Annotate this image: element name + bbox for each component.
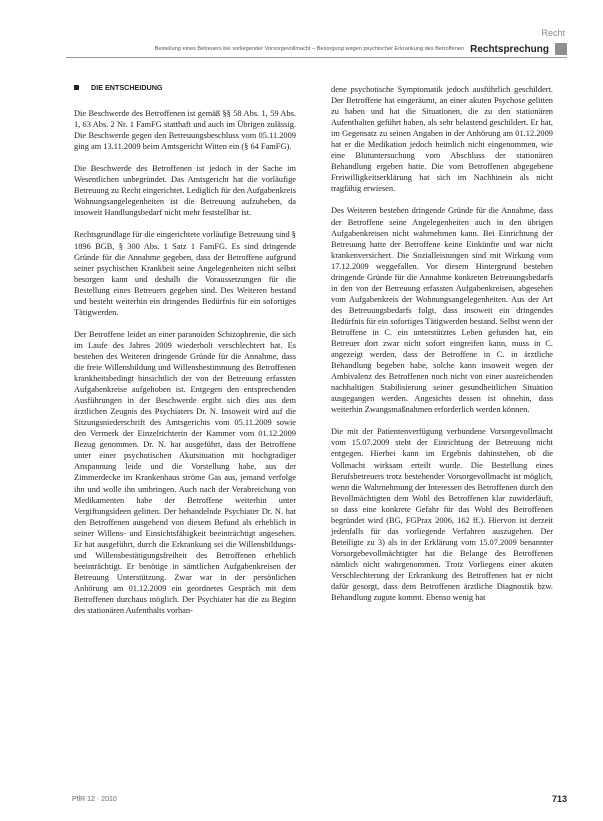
- square-bullet-icon: [74, 85, 79, 90]
- page-number: 713: [551, 794, 567, 804]
- paragraph: Rechtsgrundlage für die eingerichtete vorläufige Betreuung sind § 1896 BGB, § 300 Abs. 1 Satz 1 FamFG. Es sind dringende Gründe für die Annahme gegeben, dass der Betroffene aufgrund seiner psychischen Krankheit seine Angelegenheiten nicht selbst besorgen kann und deshalb die Voraussetzungen für die Bestellung eines Betreuers gegeben sind. Des Weiteren bestand und besteht weiterhin ein dringendes Bedürfnis für ein sofortiges Tätigwerden.: [74, 230, 296, 317]
- paragraph: Der Betroffene leidet an einer paranoiden Schizophrenie, die sich im Laufe des Jahres 2009 wiederholt verschlechtert hat. Es bestehen des Weiteren dringende Gründe für die Annahme, dass die freie Willensbildung und Willensbestimmung des Betroffenen krankheitsbedingt hinsichtlich der von der Betreuung erfassten Aufgabenkreise aufgehoben ist. Entgegen den entsprechenden Ausführungen in der Beschwerde ergibt sich dies aus dem ärztlichen Zeugnis des Psychiaters Dr. N. Insoweit wird auf die Sitzungsniederschrift des Amtsgerichts vom 05.11.2009 sowie den Vermerk der Einzelrichterin der Kammer vom 01.12.2009 Bezug genommen. Dr. N. hat ausgeführt, dass der Betroffene unter einer psychotischen Akutsituation mit hochgradiger Anspannung leide und die Vorstellung habe, aus der Zimmerdecke im Krankenhaus ströme Gas aus, jemand verfolge ihn und wolle ihn umbringen. Auch nach der Verabreichung von Medikamenten habe der Betroffene weiterhin unter Vergiftungsideen gelitten. Der behandelnde Psychiater Dr. N. hat den Betroffenen ausgehend von diesem Befund als erheblich in seiner Willens- und Einsichtsfähigkeit beeinträchtigt angesehen. Er hat ausgeführt, durch die Erkrankung sei die Willensbildungs- und Willensbestätigungsfreiheit des Betroffenen erheblich beeinträchtigt. Er benötige in sämtlichen Aufgabenkreisen der Betreuung Unterstützung. Zwar war in der persönlichen Anhörung am 01.12.2009 ein geordnetes Gespräch mit dem Betroffenen durchaus möglich. Der Psychiater hat die zu Beginn des stationären Aufenthalts vorhan-: [74, 329, 296, 616]
- paragraph: dene psychotische Symptomatik jedoch ausführlich geschildert. Der Betroffene hat eingeräumt, an einer akuten Psychose gelitten zu haben und hat die Situationen, die zu den stationären Aufenthalten geführt haben, als sehr belastend geschildert. Er hat, im Gegensatz zu seinen Angaben in der Anhörung am 01.12.2009 hat er die Medikation jedoch heimlich nicht eingenommen, wie eine Blutuntersuchung vom Abschluss der stationären Behandlung ergeben hatte. Die vom Betroffenen abgegebene Freiwilligkeitserklärung hat sich im Nachhinein als nicht tragfähig erwiesen.: [331, 85, 553, 194]
- header-section-title: Rechtsprechung: [470, 43, 549, 55]
- running-header: [66, 42, 567, 56]
- paragraph: Die Beschwerde des Betroffenen ist jedoch in der Sache im Wesentlichen unbegründet. Das Amtsgericht hat die vorläufige Betreuung zu Recht eingerichtet. Lediglich für den Aufgabenkreis Wohnungsangelegenheiten ist die Betreuung aufzuheben, da insoweit Handlungsbedarf nicht mehr feststellbar ist.: [74, 164, 296, 218]
- right-column: [331, 84, 553, 614]
- left-column: [74, 82, 296, 627]
- paragraph: Die mit der Patientenverfügung verbundene Vorsorgevollmacht vom 15.07.2009 steht der Einrichtung der Betreuung nicht entgegen. Hierbei kann im Ergebnis dahinstehen, ob die Vollmacht wirksam erteilt wurde. Die Bestellung eines Berufsbetreuers trotz bestehender Vorsorgevollmacht ist möglich, wenn die Wahrnehmung der Interessen des Betroffenen durch den Bevollmächtigten dem Wohl des Betroffenen klar zuwiderläuft, so dass eine konkrete Gefahr für das Wohl des Betroffenen begründet wird (BG, FGPrax 2006, 162 ff.). Hiervon ist derzeit jedenfalls für das vorliegende Verfahren auszugehen. Der Beteiligte zu 3) als in der Erklärung vom 15.07.2009 benannter Vorsorgebevollmächtigter hat die Belange des Betroffenen nämlich nicht wahrgenommen. Trotz Vorliegens einer akuten Verschlechterung der Erkrankung des Betroffenen hat er nicht dafür gesorgt, dass dem Betroffenen ärztliche Diagnostik bzw. Behandlung zugute kommt. Ebenso wenig hat: [331, 427, 553, 603]
- page-footer: [72, 793, 567, 805]
- section-heading-text: DIE ENTSCHEIDUNG: [91, 83, 163, 92]
- header-divider: [66, 57, 567, 58]
- header-topic: Bestellung eines Betreuers bei vorliegender Vorsorgevollmacht – Besorgung wegen psychischer Erkrankung des Betroffenen: [154, 46, 465, 52]
- footer-journal: PflR 12 · 2010: [72, 795, 117, 803]
- paragraph: Die Beschwerde des Betroffenen ist gemäß §§ 58 Abs. 1, 59 Abs. 1, 63 Abs. 2 Nr. 1 FamFG statthaft und auch im Übrigen zulässig. Die Beschwerde gegen den Betreuungsbeschluss vom 05.11.2009 ging am 13.11.2009 beim Amtsgericht Witten ein (§ 64 FamFG).: [74, 109, 296, 152]
- section-heading: [74, 82, 296, 93]
- header-square-marker: [555, 43, 567, 55]
- header-category: Recht: [541, 28, 565, 38]
- paragraph: Des Weiteren bestehen dringende Gründe für die Annahme, dass der Betroffene seine Angelegenheiten auch in den übrigen Aufgabenkreisen nicht wahrnehmen kann. Bei Einrichtung der Betreuung hatte der Betroffene keine Einkünfte und war nicht krankenversichert. Die Sozialleistungen sind mit Wirkung vom 17.12.2009 weggefallen. Vor diesem Hintergrund bestehen dringende Gründe für die Annahme konkreten Betreuungsbedarfs in den von der Betreuung erfassten Aufgabenkreisen, abgesehen vom Aufgabenkreis der Wohnungsangelegenheiten. Aus der Art des Betreuungsbedarfs folgt, dass insoweit ein dringendes Bedürfnis für ein sofortiges Tätigwerden bestand. Selbst wenn der Betroffene in C. ein unterstütztes Leben gefunden hat, ein Betreuer dort zwar nicht sofort eingreifen kann, muss in C. angezeigt werden, dass der Betroffene in C. in ärztliche Behandlung begeben habe, solche kann insoweit wegen der Ambivalenz des Betroffenen noch nicht von einer ausreichenden nachhaltigen Stabilisierung seiner gesundheitlichen Situation ausgegangen werden. Angesichts dessen ist ohnehin, dass weiterhin Zwangsmaßnahmen erforderlich werden können.: [331, 206, 553, 415]
